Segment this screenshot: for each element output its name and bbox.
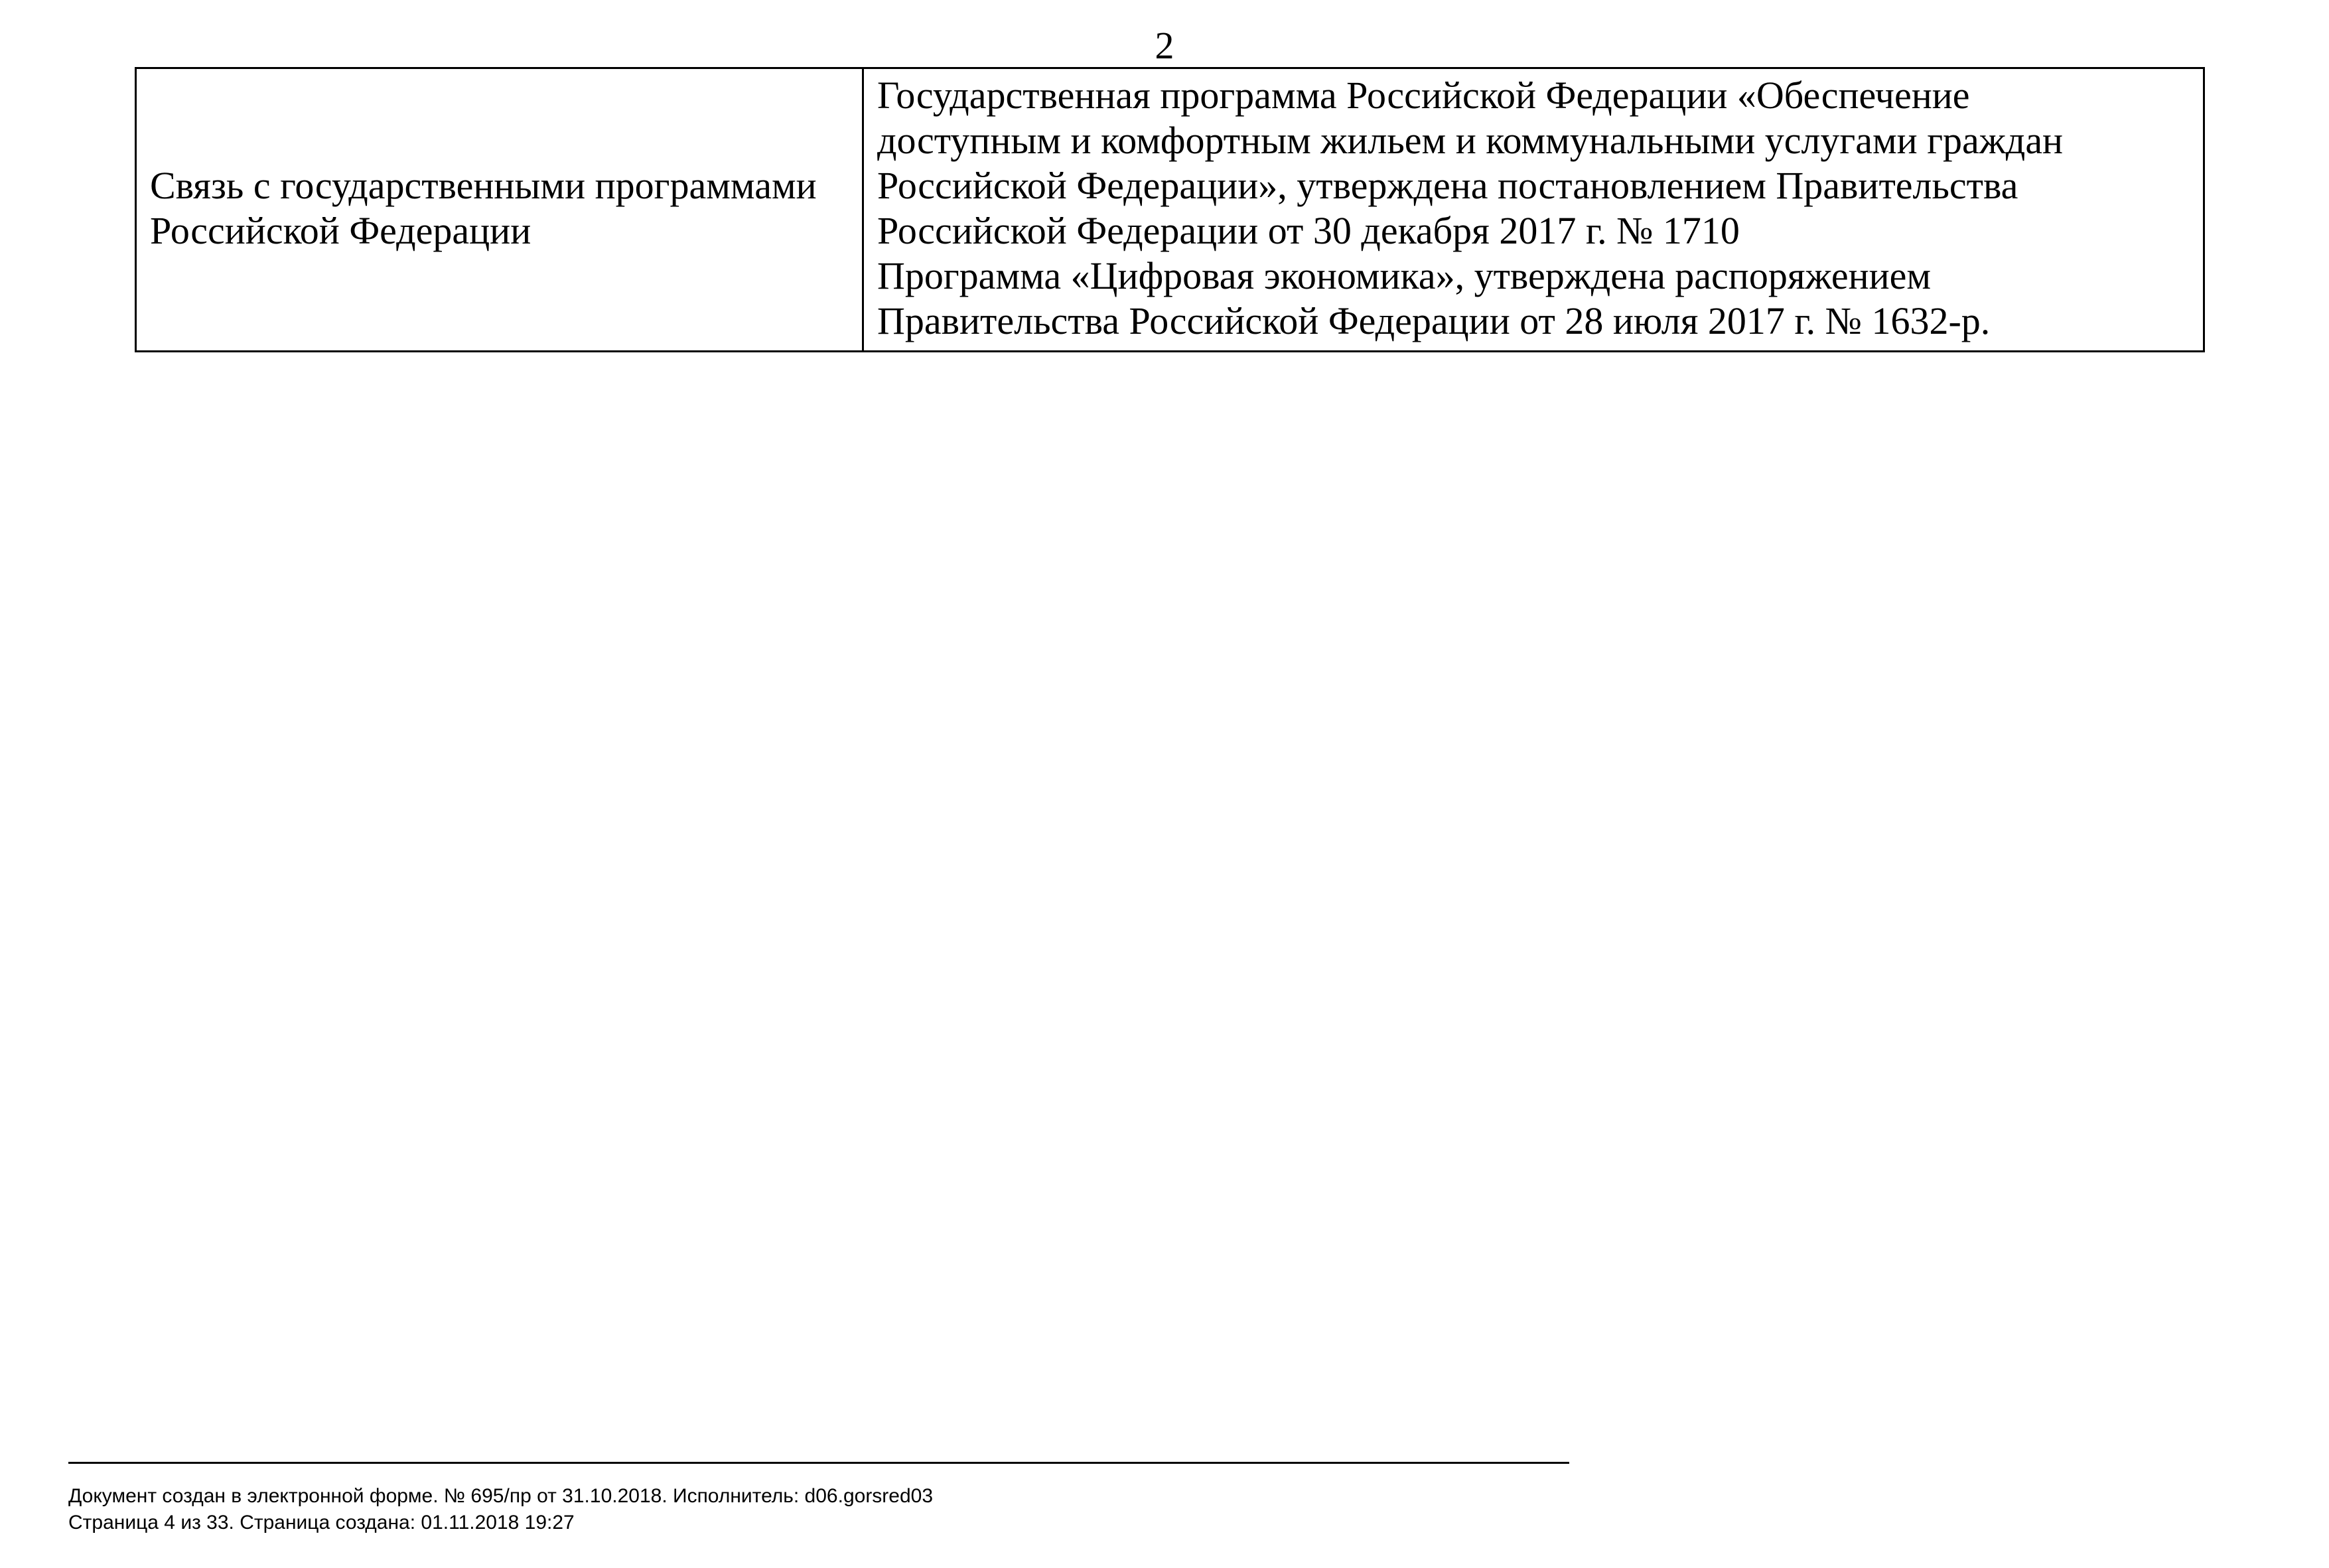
table-cell-label (136, 68, 863, 352)
label-line: Российской Федерации (150, 209, 531, 252)
value-line: Российской Федерации», утверждена постановлением Правительства (877, 164, 2018, 207)
page-number: 2 (1155, 24, 1174, 67)
value-line: Программа «Цифровая экономика», утверждена распоряжением (877, 254, 1932, 297)
label-line: Связь с государственными программами (150, 164, 817, 207)
value-line: Правительства Российской Федерации от 28 июля 2017 г. № 1632-р. (877, 299, 1991, 342)
footer-line-page-info: Страница 4 из 33. Страница создана: 01.11.2018 19:27 (68, 1512, 575, 1533)
footer-line-document-info: Документ создан в электронной форме. № 695/пр от 31.10.2018. Исполнитель: d06.gorsred03 (68, 1485, 934, 1507)
value-line: Российской Федерации от 30 декабря 2017 г. № 1710 (877, 209, 1740, 252)
value-line: доступным и комфортным жильем и коммунальными услугами граждан (877, 119, 2064, 162)
table-cell-value (863, 68, 2204, 352)
table-row (136, 68, 2204, 352)
document-footer (68, 1483, 933, 1536)
document-table (135, 67, 2205, 352)
footer-divider (68, 1462, 1569, 1464)
value-line: Государственная программа Российской Федерации «Обеспечение (877, 74, 1970, 117)
